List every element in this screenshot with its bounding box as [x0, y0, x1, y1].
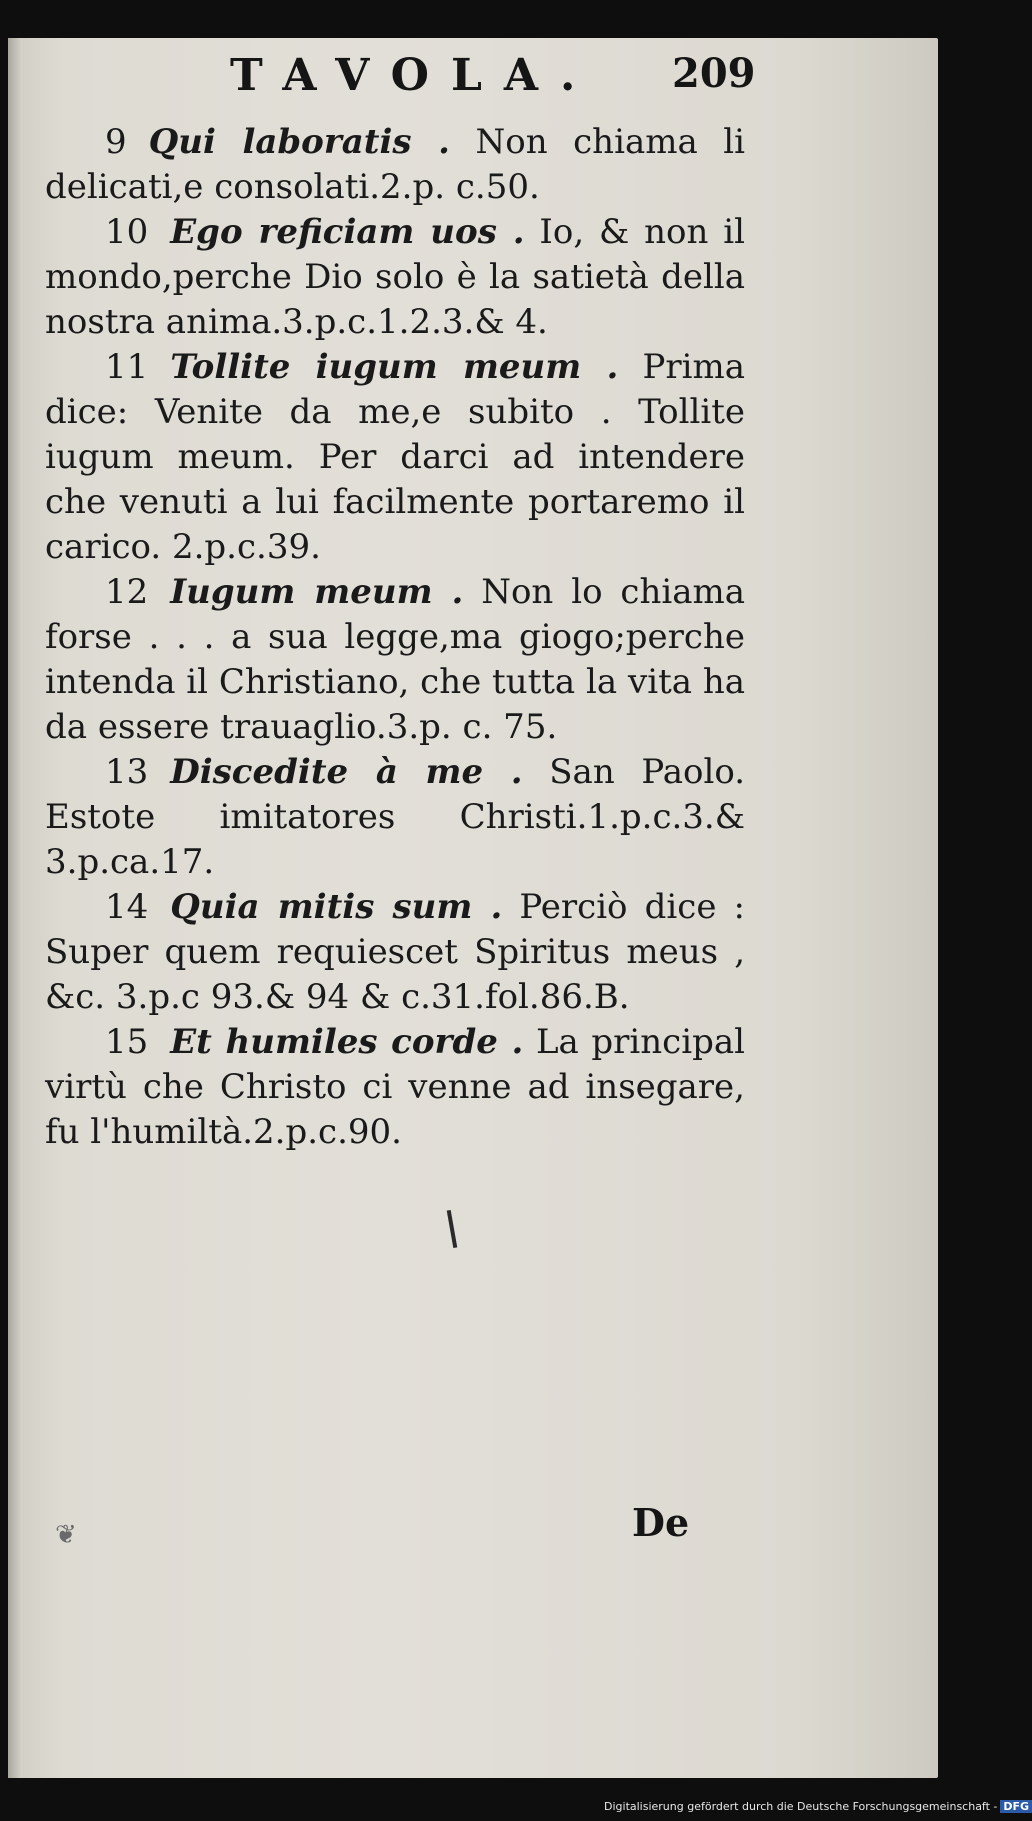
- ornament-icon: ❦: [55, 1520, 77, 1550]
- entry-latin: Et humiles corde .: [170, 1022, 524, 1062]
- entry-latin: Iugum meum .: [170, 572, 464, 612]
- entry-latin: Quia mitis sum .: [170, 887, 503, 927]
- entry-number: 9: [105, 122, 127, 162]
- entry-text: Prima dice: Venite da me,e subito . Tollite iugum meum. Per darci ad intendere che venuti a lui facilmente portaremo il carico. 2.p.c.39.: [45, 347, 745, 567]
- dfg-logo: DFG: [1000, 1800, 1032, 1813]
- catchword: De: [632, 1500, 690, 1545]
- index-entry: [45, 210, 745, 345]
- entry-text: San Paolo. Estote imitatores Christi.1.p.c.3.& 3.p.ca.17.: [45, 752, 745, 882]
- entry-latin: Ego reficiam uos .: [170, 212, 525, 252]
- index-entry: [45, 120, 745, 210]
- index-entry: [45, 1020, 745, 1155]
- entry-number: 14: [105, 887, 149, 927]
- index-entries: [45, 120, 745, 1155]
- entry-text: La principal virtù che Christo ci venne ad insegare, fu l'humiltà.2.p.c.90.: [45, 1022, 745, 1152]
- entry-text: Non lo chiama forse . . . a sua legge,ma giogo;perche intenda il Christiano, che tutta la vita ha da essere trauaglio.3.p. c. 75.: [45, 572, 746, 747]
- entry-latin: Discedite à me .: [170, 752, 523, 792]
- entry-latin: Qui laboratis .: [148, 122, 450, 162]
- running-title: TAVOLA.: [230, 50, 598, 101]
- digitization-footer: [604, 1800, 1032, 1813]
- index-entry: [45, 885, 745, 1020]
- index-entry: [45, 345, 745, 570]
- index-entry: [45, 570, 745, 750]
- entry-number: 11: [105, 347, 149, 387]
- entry-latin: Tollite iugum meum .: [170, 347, 619, 387]
- entry-text: Io, & non il mondo,perche Dio solo è la satietà della nostra anima.3.p.c.1.2.3.& 4.: [45, 212, 745, 342]
- page-spine-shadow: [8, 38, 22, 1778]
- entry-number: 15: [105, 1022, 149, 1062]
- entry-text: Non chiama li delicati,e consolati.2.p. c.50.: [45, 122, 745, 207]
- entry-text: Perciò dice : Super quem requiescet Spiritus meus , &c. 3.p.c 93.& 94 & c.31.fol.86.B.: [45, 887, 746, 1017]
- entry-number: 10: [105, 212, 149, 252]
- page-number: 209: [672, 50, 756, 97]
- entry-number: 12: [105, 572, 149, 612]
- index-entry: [45, 750, 745, 885]
- entry-number: 13: [105, 752, 149, 792]
- footer-text: Digitalisierung gefördert durch die Deutsche Forschungsgemeinschaft -: [604, 1800, 998, 1813]
